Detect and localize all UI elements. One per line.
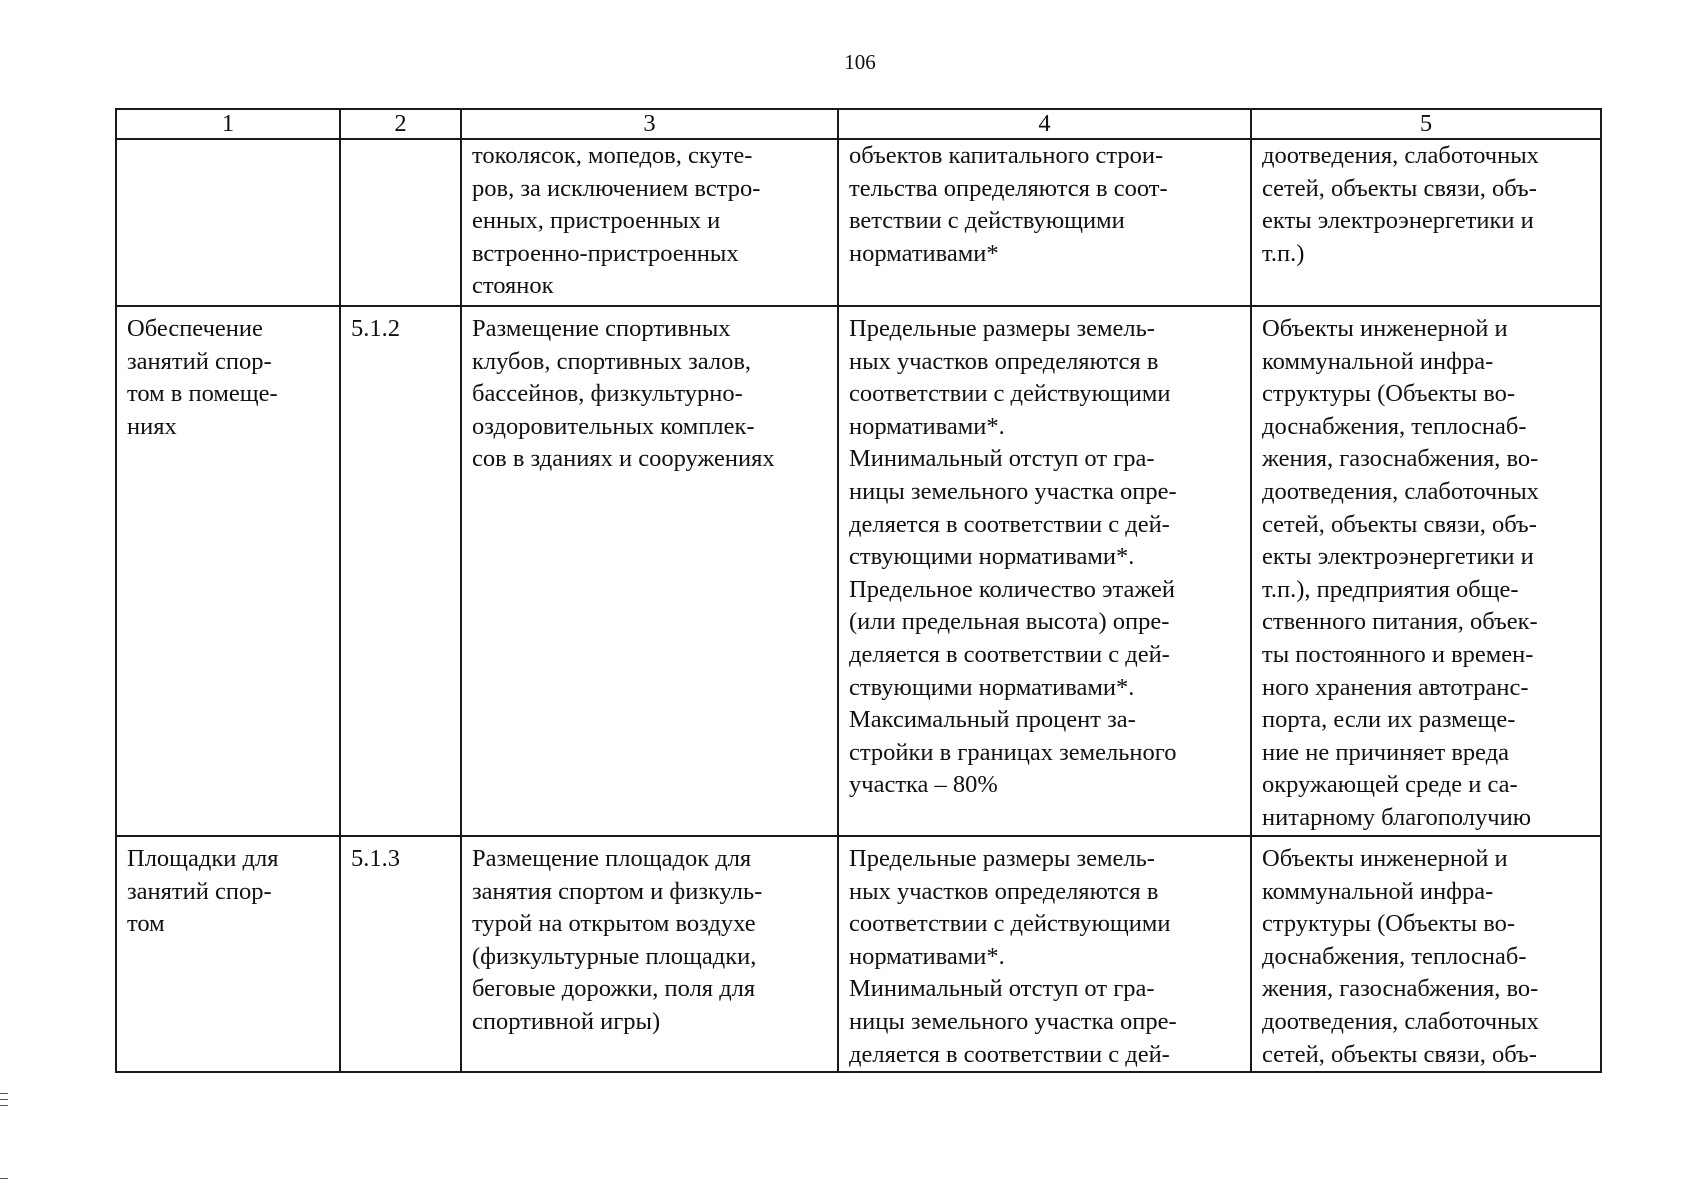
table-row [116, 836, 1601, 1072]
cell-auxiliary-uses: доотведения, слаботочных сетей, объекты связи, объ- екты электроэнергетики и т.п.) [1251, 139, 1601, 306]
scan-margin-mark [0, 1178, 8, 1179]
table-header-row [116, 109, 1601, 139]
cell-code: 5.1.3 [340, 836, 461, 1072]
cell-auxiliary-uses: Объекты инженерной и коммунальной инфра- структуры (Объекты во- доснабжения, теплоснаб- жения, газоснабжения, во- доотведения, слаботочных сетей, объекты связи, объ- [1251, 836, 1601, 1072]
cell-description: токолясок, мопедов, скуте- ров, за исключением встро- енных, пристроенных и встроенно-пристроенных стоянок [461, 139, 838, 306]
column-header-4: 4 [838, 109, 1251, 139]
cell-auxiliary-uses: Объекты инженерной и коммунальной инфра- структуры (Объекты во- доснабжения, теплоснаб- жения, газоснабжения, во- доотведения, слаботочных сетей, объекты связи, объ- екты электроэнергетики и т.п.), предприятия обще- ственного питания, объек- ты постоянного и времен- ного хранения автотранс- порта, если их размеще- ние не причиняет вреда окружающей среде и са- нитарному благополучию [1251, 306, 1601, 836]
cell-use-type [116, 139, 340, 306]
scan-margin-mark [0, 1099, 8, 1100]
regulation-table [115, 108, 1602, 1073]
column-header-5: 5 [1251, 109, 1601, 139]
scan-margin-mark [0, 1105, 8, 1106]
cell-parameters: Предельные размеры земель- ных участков определяются в соответствии с действующими нормативами*. Минимальный отступ от гра- ницы земельного участка опре- деляется в соответствии с дей- [838, 836, 1251, 1072]
cell-code [340, 139, 461, 306]
column-header-2: 2 [340, 109, 461, 139]
column-header-3: 3 [461, 109, 838, 139]
column-header-1: 1 [116, 109, 340, 139]
table-row [116, 306, 1601, 836]
cell-use-type: Площадки для занятий спор- том [116, 836, 340, 1072]
scan-margin-mark [0, 1093, 8, 1094]
cell-parameters: объектов капитального строи- тельства определяются в соот- ветствии с действующими нормативами* [838, 139, 1251, 306]
table-row [116, 139, 1601, 306]
page-number: 106 [844, 50, 876, 74]
cell-use-type: Обеспечение занятий спор- том в помеще- ниях [116, 306, 340, 836]
cell-parameters: Предельные размеры земель- ных участков определяются в соответствии с действующими нормативами*. Минимальный отступ от гра- ницы земельного участка опре- деляется в соответствии с дей- ствующими нормативами*. Предельное количество этажей (или предельная высота) опре- деляется в соответствии с дей- ствующими нормативами*. Максимальный процент за- стройки в границах земельного участка – 80% [838, 306, 1251, 836]
cell-code: 5.1.2 [340, 306, 461, 836]
cell-description: Размещение спортивных клубов, спортивных залов, бассейнов, физкультурно- оздоровительных комплек- сов в зданиях и сооружениях [461, 306, 838, 836]
cell-description: Размещение площадок для занятия спортом и физкуль- турой на открытом воздухе (физкультурные площадки, беговые дорожки, поля для спортивной игры) [461, 836, 838, 1072]
